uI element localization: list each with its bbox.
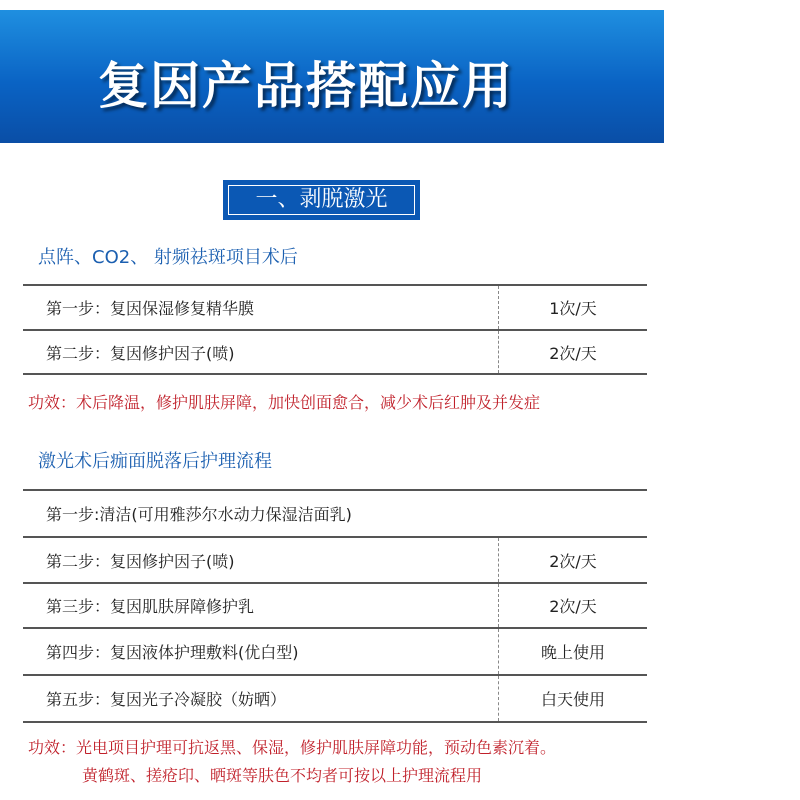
table-row [23, 538, 647, 584]
step-label: 第四步：复因液体护理敷料(优白型) [46, 643, 299, 662]
block2-table [23, 489, 647, 723]
block1-heading: 点阵、CO2、 射频祛斑项目术后 [38, 247, 298, 268]
table-row [23, 629, 647, 676]
step-label: 第一步：复因保湿修复精华膜 [46, 299, 255, 318]
block1-table [23, 284, 647, 375]
table-row [23, 584, 647, 629]
table-row [23, 284, 647, 331]
frequency-label: 2次/天 [498, 584, 647, 627]
frequency-label: 2次/天 [498, 331, 647, 373]
table-row [23, 676, 647, 723]
table-row [23, 489, 647, 538]
banner-title: 复因产品搭配应用 [98, 57, 514, 115]
block2-effect-line1: 功效：光电项目护理可抗返黑、保湿，修护肌肤屏障功能，预动色素沉着。 [28, 738, 557, 757]
step-label: 第五步：复因光子冷凝胶（妨晒） [46, 690, 287, 709]
header-banner [0, 10, 664, 143]
frequency-label: 白天使用 [498, 676, 647, 721]
table-row [23, 331, 647, 375]
frequency-label: 1次/天 [498, 286, 647, 329]
step-label: 第三步：复因肌肤屏障修护乳 [46, 597, 255, 616]
block1-effect: 功效：术后降温，修护肌肤屏障，加快创面愈合，减少术后红肿及并发症 [28, 393, 541, 412]
frequency-label: 2次/天 [498, 538, 647, 582]
block2-heading: 激光术后痂面脱落后护理流程 [38, 451, 272, 472]
section-title: 一、剥脱激光 [223, 180, 420, 220]
frequency-label: 晚上使用 [498, 629, 647, 674]
block2-effect-line2: 黄鹤斑、搓疮印、晒斑等肤色不均者可按以上护理流程用 [82, 766, 483, 785]
step-label: 第一步:清洁(可用雅莎尔水动力保湿洁面乳) [46, 505, 352, 524]
step-label: 第二步：复因修护因子(喷) [46, 343, 235, 363]
step-label: 第二步：复因修护因子(喷) [46, 551, 235, 571]
